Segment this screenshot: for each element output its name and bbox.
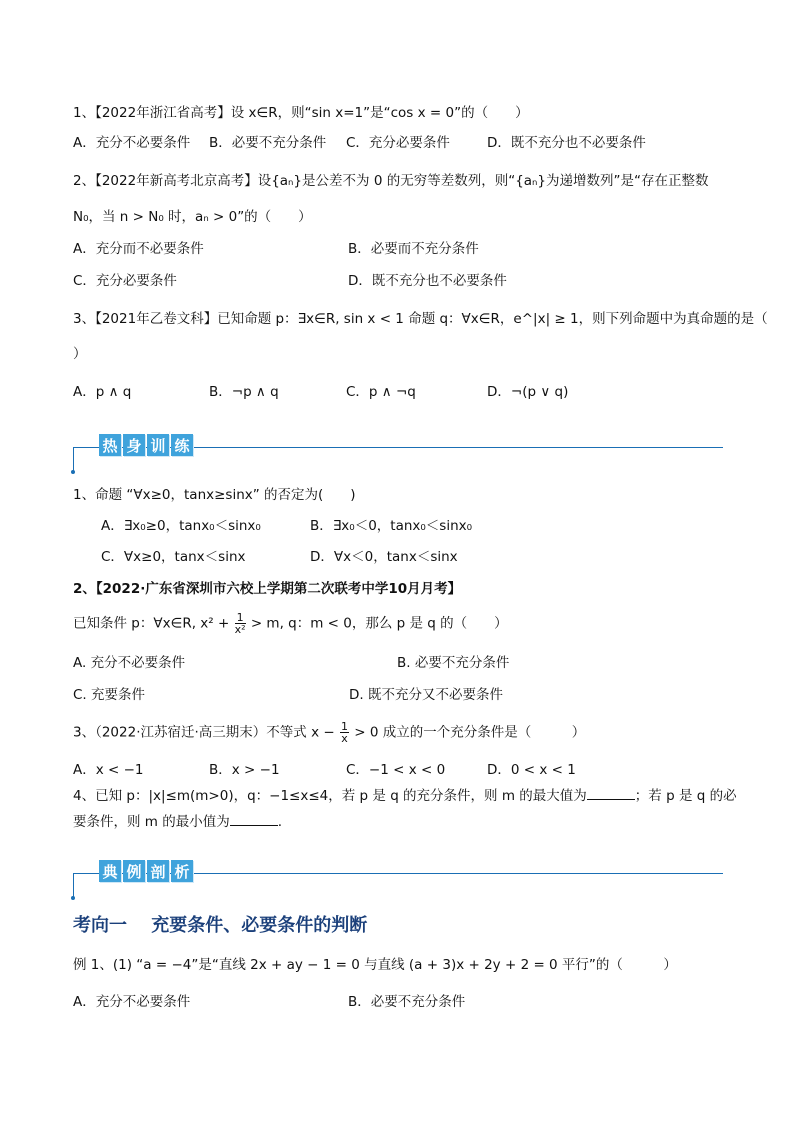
w3-option-d[interactable]: D．0 < x < 1 [487,762,576,778]
w4-text-c: 要条件，则 m 的最小值为 [73,814,230,830]
section-title: 考向一 充要条件、必要条件的判断 [73,915,368,936]
banner-char: 训 [147,434,169,456]
q1-stem: 1、【2022年浙江省高考】设 x∈R，则“sin x=1”是“cos x = 0”的（ ） [73,105,529,121]
ex1-stem: 例 1、(1) “a = −4”是“直线 2x + ay − 1 = 0 与直线 (a + 3)x + 2y + 2 = 0 平行”的（ ） [73,957,677,973]
q3-option-b[interactable]: B．¬p ∧ q [209,384,279,400]
banner-dot [71,470,75,474]
w3-option-b[interactable]: B．x > −1 [209,762,280,778]
q3-stem-line1: 3、【2021年乙卷文科】已知命题 p：∃x∈R, sin x < 1 命题 q：∀x∈R，e^|x| ≥ 1，则下列命题中为真命题的是（ [73,311,768,327]
w2-frac-den: x² [234,623,246,636]
banner-char: 热 [99,434,121,456]
ex1-option-b[interactable]: B．必要不充分条件 [348,994,466,1010]
w4-stem-line1 [73,787,737,805]
w3-frac-den: x [341,732,348,745]
w4-blank-min[interactable] [230,813,278,826]
banner-char: 练 [171,434,193,456]
q1-option-b[interactable]: B．必要不充分条件 [209,135,327,151]
w2-option-d[interactable]: D. 既不充分又不必要条件 [349,687,503,703]
w3-stem-b: > 0 成立的一个充分条件是（ ） [354,724,586,741]
w4-text-d: . [277,814,283,830]
q1-option-d[interactable]: D．既不充分也不必要条件 [487,135,646,151]
q3-option-d[interactable]: D．¬(p ∨ q) [487,384,569,400]
banner-char: 例 [123,860,145,882]
w1-option-a[interactable]: A．∃x₀≥0，tanx₀＜sinx₀ [101,518,261,534]
w2-source: 2、【2022·广东省深圳市六校上学期第二次联考中学10月月考】 [73,581,462,597]
w4-stem-line2 [73,813,282,831]
q3-option-c[interactable]: C．p ∧ ¬q [346,384,416,400]
section-banner-warmup [73,436,723,468]
w3-stem-a: 3、（2022·江苏宿迁·高三期末）不等式 x − [73,724,335,741]
ex1-option-a[interactable]: A．充分不必要条件 [73,994,191,1010]
w1-option-c[interactable]: C．∀x≥0，tanx＜sinx [101,549,246,565]
w1-option-d[interactable]: D．∀x＜0，tanx＜sinx [310,549,458,565]
q2-option-b[interactable]: B．必要而不充分条件 [348,241,479,257]
q1-option-a[interactable]: A．充分不必要条件 [73,135,191,151]
q2-option-a[interactable]: A．充分而不必要条件 [73,241,204,257]
q2-option-c[interactable]: C．充分必要条件 [73,273,177,289]
w2-stem [73,612,508,635]
q2-stem-line1: 2、【2022年新高考北京高考】设{aₙ}是公差不为 0 的无穷等差数列，则“{aₙ}为递增数列”是“存在正整数 [73,173,709,189]
q2-stem-line2: N₀，当 n > N₀ 时，aₙ > 0”的（ ） [73,209,312,225]
w2-option-c[interactable]: C. 充要条件 [73,687,146,703]
banner-char: 典 [99,860,121,882]
banner-char: 身 [123,434,145,456]
q1-option-c[interactable]: C．充分必要条件 [346,135,450,151]
banner-char: 剖 [147,860,169,882]
section-banner-examples [73,862,723,894]
w2-frac-num: 1 [236,611,244,624]
q2-option-d[interactable]: D．既不充分也不必要条件 [348,273,507,289]
w3-fraction [340,721,349,744]
banner-dot [71,896,75,900]
w2-option-a[interactable]: A. 充分不必要条件 [73,655,186,671]
banner-char: 析 [171,860,193,882]
w3-option-c[interactable]: C．−1 < x < 0 [346,762,446,778]
w4-blank-max[interactable] [587,787,635,800]
w2-fraction [235,612,246,635]
w3-stem [73,721,585,744]
w1-stem: 1、命题 “∀x≥0，tanx≥sinx” 的否定为( ) [73,487,356,503]
w2-stem-a: 已知条件 p：∀x∈R, x² + [73,615,230,632]
w4-text-b: ；若 p 是 q 的必 [634,788,737,804]
q3-stem-line2: ） [73,346,87,362]
w3-frac-num: 1 [340,720,348,733]
w4-text-a: 4、已知 p：|x|≤m(m>0)，q：−1≤x≤4，若 p 是 q 的充分条件，则 m 的最大值为 [73,788,587,804]
w2-option-b[interactable]: B. 必要不充分条件 [397,655,510,671]
w1-option-b[interactable]: B．∃x₀＜0，tanx₀＜sinx₀ [310,518,473,534]
w3-option-a[interactable]: A．x < −1 [73,762,144,778]
q3-option-a[interactable]: A．p ∧ q [73,384,132,400]
w2-stem-b: > m, q：m < 0，那么 p 是 q 的（ ） [250,615,508,632]
